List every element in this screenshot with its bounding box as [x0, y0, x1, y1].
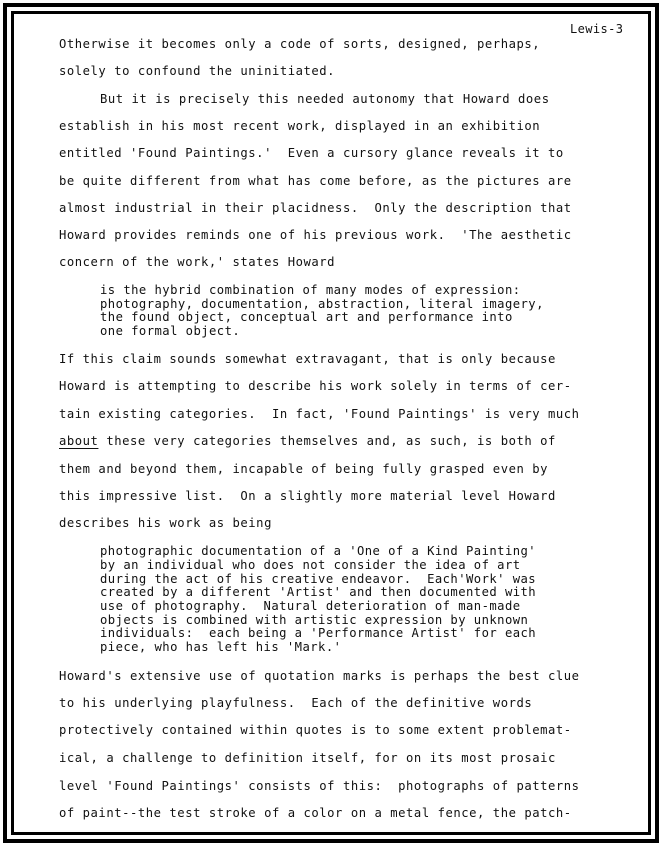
text-line: tain existing categories. In fact, 'Found Paintings' is very much — [59, 407, 580, 421]
text-line: If this claim sounds somewhat extravagant, that is only because — [59, 352, 556, 366]
text-line: be quite different from what has come before, as the pictures are — [59, 174, 572, 188]
block-quote-line: objects is combined with artistic expression by unknown — [100, 613, 529, 627]
text-line: establish in his most recent work, displayed in an exhibition — [59, 119, 541, 133]
text-line: concern of the work,' states Howard — [59, 255, 336, 269]
block-quote-line: photographic documentation of a 'One of a Kind Painting' — [100, 544, 537, 558]
block-quote-line: one formal object. — [100, 324, 241, 338]
block-quote-line: is the hybrid combination of many modes of expression: — [100, 283, 521, 297]
text-line: Howard's extensive use of quotation marks is perhaps the best clue — [59, 669, 580, 683]
block-quote-line: photography, documentation, abstraction, literal imagery, — [100, 297, 544, 311]
text-line: level 'Found Paintings' consists of this: photographs of patterns — [59, 779, 580, 793]
text-line: But it is precisely this needed autonomy that Howard does — [100, 92, 550, 106]
page-header: Lewis-3 — [570, 22, 624, 36]
text-line: almost industrial in their placidness. Only the description that — [59, 201, 572, 215]
text-line — [59, 434, 556, 448]
block-quote-line: the found object, conceptual art and performance into — [100, 310, 513, 324]
block-quote-line: use of photography. Natural deterioration of man-made — [100, 599, 521, 613]
block-quote-line: during the act of his creative endeavor. Each'Work' was — [100, 572, 537, 586]
text-line: Howard provides reminds one of his previous work. 'The aesthetic — [59, 228, 572, 242]
text-line: ical, a challenge to definition itself, for on its most prosaic — [59, 751, 556, 765]
text-line: Otherwise it becomes only a code of sorts, designed, perhaps, — [59, 37, 541, 51]
block-quote-line: created by a different 'Artist' and then documented with — [100, 585, 537, 599]
text-line: protectively contained within quotes is to some extent problemat- — [59, 723, 572, 737]
block-quote-line: piece, who has left his 'Mark.' — [100, 640, 342, 654]
text-line: of paint--the test stroke of a color on a metal fence, the patch- — [59, 806, 572, 820]
text-segment: these very categories themselves and, as such, is both of — [98, 434, 556, 448]
text-line: entitled 'Found Paintings.' Even a cursory glance reveals it to — [59, 146, 564, 160]
text-line: describes his work as being — [59, 516, 272, 530]
text-line: them and beyond them, incapable of being fully grasped even by — [59, 462, 549, 476]
text-line: to his underlying playfulness. Each of the definitive words — [59, 696, 533, 710]
block-quote-line: by an individual who does not consider the idea of art — [100, 558, 521, 572]
page-border-inner — [11, 11, 651, 835]
text-line: Howard is attempting to describe his work solely in terms of cer- — [59, 379, 572, 393]
text-line: this impressive list. On a slightly more material level Howard — [59, 489, 556, 503]
underlined-word: about — [59, 434, 99, 448]
text-line: solely to confound the uninitiated. — [59, 64, 336, 78]
block-quote-line: individuals: each being a 'Performance Artist' for each — [100, 626, 537, 640]
